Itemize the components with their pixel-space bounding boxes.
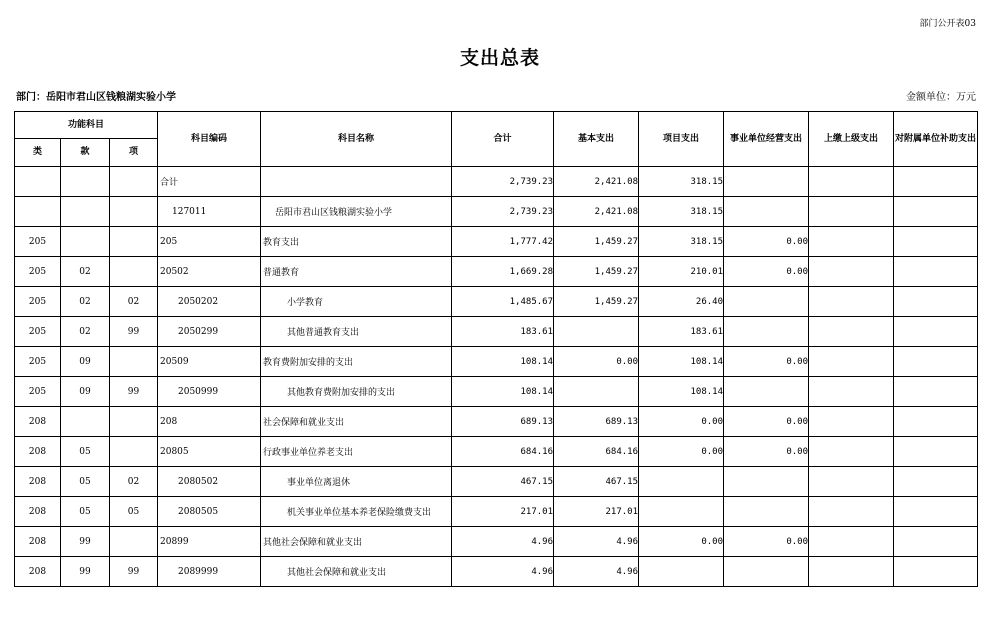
unit-label: 金额单位：万元 [906, 92, 976, 103]
cell-total: 1,777.42 [452, 227, 554, 257]
cell-basic: 689.13 [554, 407, 639, 437]
cell-kuan: 02 [61, 287, 110, 317]
cell-upper [809, 377, 894, 407]
table-body [15, 167, 978, 587]
table-row [15, 287, 978, 317]
cell-kuan: 05 [61, 467, 110, 497]
cell-business [724, 197, 809, 227]
cell-xiang [110, 257, 158, 287]
cell-total: 689.13 [452, 407, 554, 437]
table-row [15, 317, 978, 347]
cell-name: 普通教育 [261, 257, 452, 287]
cell-total: 108.14 [452, 347, 554, 377]
cell-project: 210.01 [639, 257, 724, 287]
cell-project [639, 467, 724, 497]
table-row [15, 257, 978, 287]
cell-kuan: 02 [61, 257, 110, 287]
cell-project [639, 497, 724, 527]
cell-project: 108.14 [639, 347, 724, 377]
cell-subsidy [894, 407, 978, 437]
department-label: 部门：岳阳市君山区钱粮湖实验小学 [16, 92, 176, 103]
cell-subsidy [894, 497, 978, 527]
cell-basic: 4.96 [554, 527, 639, 557]
cell-subsidy [894, 257, 978, 287]
cell-xiang [110, 347, 158, 377]
cell-code: 20805 [158, 437, 261, 467]
cell-name: 其他教育费附加安排的支出 [261, 377, 452, 407]
cell-basic: 467.15 [554, 467, 639, 497]
cell-kuan: 05 [61, 497, 110, 527]
cell-xiang: 99 [110, 557, 158, 587]
cell-code: 205 [158, 227, 261, 257]
cell-subsidy [894, 527, 978, 557]
cell-total: 467.15 [452, 467, 554, 497]
cell-lei: 205 [15, 347, 61, 377]
cell-basic: 4.96 [554, 557, 639, 587]
header-basic: 基本支出 [554, 112, 639, 167]
cell-code: 20899 [158, 527, 261, 557]
cell-business [724, 377, 809, 407]
cell-lei: 205 [15, 257, 61, 287]
cell-code: 2080502 [158, 467, 261, 497]
cell-total: 2,739.23 [452, 167, 554, 197]
cell-xiang: 99 [110, 377, 158, 407]
cell-code: 2089999 [158, 557, 261, 587]
cell-basic: 1,459.27 [554, 227, 639, 257]
cell-subsidy [894, 287, 978, 317]
cell-project: 26.40 [639, 287, 724, 317]
cell-business [724, 287, 809, 317]
table-row [15, 227, 978, 257]
cell-upper [809, 497, 894, 527]
cell-name: 岳阳市君山区钱粮湖实验小学 [261, 197, 452, 227]
cell-name: 社会保障和就业支出 [261, 407, 452, 437]
cell-total: 4.96 [452, 527, 554, 557]
cell-name: 事业单位离退休 [261, 467, 452, 497]
cell-subsidy [894, 557, 978, 587]
cell-basic: 1,459.27 [554, 287, 639, 317]
cell-subsidy [894, 197, 978, 227]
cell-kuan [61, 227, 110, 257]
cell-lei: 208 [15, 437, 61, 467]
cell-basic: 2,421.08 [554, 197, 639, 227]
cell-total: 684.16 [452, 437, 554, 467]
cell-name: 其他社会保障和就业支出 [261, 557, 452, 587]
cell-business: 0.00 [724, 527, 809, 557]
cell-subsidy [894, 347, 978, 377]
cell-xiang: 05 [110, 497, 158, 527]
cell-lei: 208 [15, 527, 61, 557]
cell-business [724, 167, 809, 197]
cell-basic: 217.01 [554, 497, 639, 527]
cell-upper [809, 227, 894, 257]
cell-name: 教育费附加安排的支出 [261, 347, 452, 377]
cell-xiang [110, 527, 158, 557]
cell-project: 318.15 [639, 197, 724, 227]
header-xiang: 项 [110, 139, 158, 167]
cell-lei: 205 [15, 317, 61, 347]
cell-project [639, 557, 724, 587]
table-row [15, 347, 978, 377]
cell-name: 教育支出 [261, 227, 452, 257]
cell-basic: 2,421.08 [554, 167, 639, 197]
cell-kuan: 99 [61, 557, 110, 587]
cell-business: 0.00 [724, 227, 809, 257]
cell-kuan: 09 [61, 377, 110, 407]
expenditure-table [14, 111, 978, 587]
table-row [15, 167, 978, 197]
cell-xiang: 02 [110, 467, 158, 497]
cell-subsidy [894, 317, 978, 347]
cell-upper [809, 467, 894, 497]
cell-total: 108.14 [452, 377, 554, 407]
cell-lei: 208 [15, 497, 61, 527]
header-func-subject: 功能科目 [15, 112, 158, 139]
cell-upper [809, 287, 894, 317]
cell-upper [809, 347, 894, 377]
cell-upper [809, 437, 894, 467]
cell-subsidy [894, 227, 978, 257]
cell-lei: 208 [15, 557, 61, 587]
cell-lei: 205 [15, 377, 61, 407]
page-title: 支出总表 [459, 47, 540, 69]
cell-business: 0.00 [724, 257, 809, 287]
table-row [15, 467, 978, 497]
cell-upper [809, 527, 894, 557]
table-row [15, 497, 978, 527]
cell-total: 1,485.67 [452, 287, 554, 317]
cell-lei: 208 [15, 467, 61, 497]
cell-business [724, 467, 809, 497]
cell-code: 2050999 [158, 377, 261, 407]
cell-code: 2050202 [158, 287, 261, 317]
cell-lei: 208 [15, 407, 61, 437]
cell-xiang: 02 [110, 287, 158, 317]
cell-total: 1,669.28 [452, 257, 554, 287]
table-row [15, 377, 978, 407]
cell-business [724, 497, 809, 527]
cell-code: 208 [158, 407, 261, 437]
header-upper: 上缴上级支出 [809, 112, 894, 167]
cell-subsidy [894, 437, 978, 467]
cell-basic: 0.00 [554, 347, 639, 377]
cell-lei [15, 197, 61, 227]
header-project: 项目支出 [639, 112, 724, 167]
cell-project: 318.15 [639, 227, 724, 257]
cell-subsidy [894, 467, 978, 497]
cell-name [261, 167, 452, 197]
cell-code: 2080505 [158, 497, 261, 527]
cell-name: 行政事业单位养老支出 [261, 437, 452, 467]
cell-business: 0.00 [724, 347, 809, 377]
header-subsidy: 对附属单位补助支出 [894, 112, 978, 167]
cell-total: 2,739.23 [452, 197, 554, 227]
header-code: 科目编码 [158, 112, 261, 167]
cell-kuan [61, 197, 110, 227]
cell-xiang [110, 437, 158, 467]
cell-xiang [110, 407, 158, 437]
cell-project: 108.14 [639, 377, 724, 407]
cell-project: 0.00 [639, 437, 724, 467]
cell-kuan: 05 [61, 437, 110, 467]
cell-business [724, 557, 809, 587]
cell-kuan: 99 [61, 527, 110, 557]
cell-code: 2050299 [158, 317, 261, 347]
cell-xiang [110, 197, 158, 227]
cell-upper [809, 557, 894, 587]
cell-xiang [110, 167, 158, 197]
cell-upper [809, 257, 894, 287]
cell-total: 4.96 [452, 557, 554, 587]
cell-business: 0.00 [724, 437, 809, 467]
table-row [15, 527, 978, 557]
cell-upper [809, 167, 894, 197]
cell-basic: 1,459.27 [554, 257, 639, 287]
cell-project: 0.00 [639, 407, 724, 437]
cell-code: 20502 [158, 257, 261, 287]
cell-xiang: 99 [110, 317, 158, 347]
cell-lei: 205 [15, 287, 61, 317]
table-row [15, 437, 978, 467]
cell-business [724, 317, 809, 347]
table-row [15, 407, 978, 437]
cell-lei: 205 [15, 227, 61, 257]
cell-basic [554, 317, 639, 347]
cell-total: 183.61 [452, 317, 554, 347]
cell-kuan: 09 [61, 347, 110, 377]
cell-name: 其他社会保障和就业支出 [261, 527, 452, 557]
cell-upper [809, 317, 894, 347]
cell-kuan: 02 [61, 317, 110, 347]
cell-name: 其他普通教育支出 [261, 317, 452, 347]
cell-kuan [61, 407, 110, 437]
cell-subsidy [894, 377, 978, 407]
cell-basic [554, 377, 639, 407]
cell-business: 0.00 [724, 407, 809, 437]
header-kuan: 款 [61, 139, 110, 167]
cell-code: 127011 [158, 197, 261, 227]
cell-xiang [110, 227, 158, 257]
cell-project: 318.15 [639, 167, 724, 197]
header-total: 合计 [452, 112, 554, 167]
table-row [15, 197, 978, 227]
cell-upper [809, 197, 894, 227]
header-lei: 类 [15, 139, 61, 167]
table-row [15, 557, 978, 587]
cell-code: 合计 [158, 167, 261, 197]
cell-upper [809, 407, 894, 437]
cell-total: 217.01 [452, 497, 554, 527]
cell-lei [15, 167, 61, 197]
header-name: 科目名称 [261, 112, 452, 167]
cell-name: 小学教育 [261, 287, 452, 317]
cell-subsidy [894, 167, 978, 197]
header-business: 事业单位经营支出 [724, 112, 809, 167]
cell-project: 0.00 [639, 527, 724, 557]
table-number: 部门公开表03 [919, 19, 976, 29]
cell-kuan [61, 167, 110, 197]
cell-code: 20509 [158, 347, 261, 377]
cell-name: 机关事业单位基本养老保险缴费支出 [261, 497, 452, 527]
cell-basic: 684.16 [554, 437, 639, 467]
cell-project: 183.61 [639, 317, 724, 347]
